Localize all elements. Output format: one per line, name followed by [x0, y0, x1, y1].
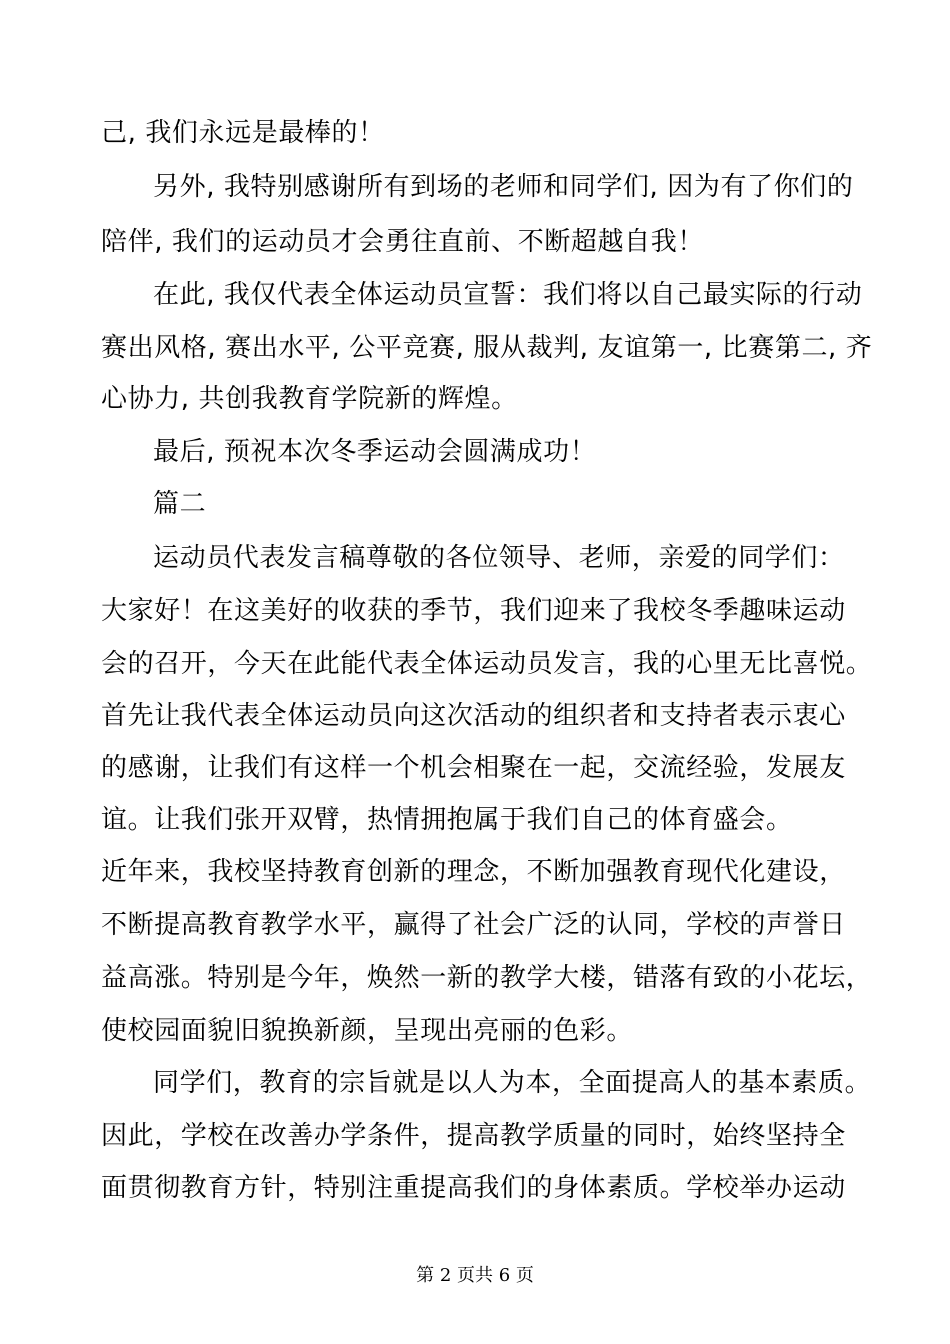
text-line: 另外, 我特别感谢所有到场的老师和同学们, 因为有了你们的	[153, 172, 854, 202]
text-line: 面贯彻教育方针，特别注重提高我们的身体素质。学校举办运动	[101, 1173, 846, 1203]
text-line: 在此, 我仅代表全体运动员宣誓：我们将以自己最实际的行动	[153, 280, 863, 310]
text-line: 心协力, 共创我教育学院新的辉煌。	[101, 384, 518, 414]
text-line: 陪伴, 我们的运动员才会勇往直前、不断超越自我！	[101, 227, 704, 257]
text-line: 运动员代表发言稿尊敬的各位领导、老师，亲爱的同学们：	[153, 543, 845, 573]
text-line: 赛出风格, 赛出水平, 公平竞赛, 服从裁判, 友谊第一, 比赛第二, 齐	[101, 333, 873, 363]
text-line: 大家好！在这美好的收获的季节，我们迎来了我校冬季趣味运动	[101, 596, 846, 626]
text-line: 使校园面貌旧貌换新颜，呈现出亮丽的色彩。	[101, 1016, 634, 1046]
page-number-footer: 第 2 页共 6 页	[416, 1265, 534, 1286]
text-line: 的感谢，让我们有这样一个机会相聚在一起，交流经验，发展友	[101, 753, 846, 783]
text-line: 因此，学校在改善办学条件，提高教学质量的同时，始终坚持全	[101, 1121, 846, 1151]
text-line: 同学们，教育的宗旨就是以人为本，全面提高人的基本素质。	[153, 1068, 872, 1098]
text-line: 谊。让我们张开双臂，热情拥抱属于我们自己的体育盛会。	[101, 805, 793, 835]
text-line: 不断提高教育教学水平，赢得了社会广泛的认同，学校的声誉日	[101, 910, 846, 940]
text-line: 首先让我代表全体运动员向这次活动的组织者和支持者表示衷心	[101, 701, 846, 731]
section-heading: 篇二	[153, 489, 207, 519]
text-line: 益高涨。特别是今年，焕然一新的教学大楼，错落有致的小花坛，	[101, 963, 873, 993]
text-line: 会的召开，今天在此能代表全体运动员发言，我的心里无比喜悦。	[101, 649, 873, 679]
text-line: 己, 我们永远是最棒的！	[101, 118, 385, 148]
text-line: 最后, 预祝本次冬季运动会圆满成功！	[153, 437, 597, 467]
text-line: 近年来，我校坚持教育创新的理念，不断加强教育现代化建设，	[101, 857, 846, 887]
